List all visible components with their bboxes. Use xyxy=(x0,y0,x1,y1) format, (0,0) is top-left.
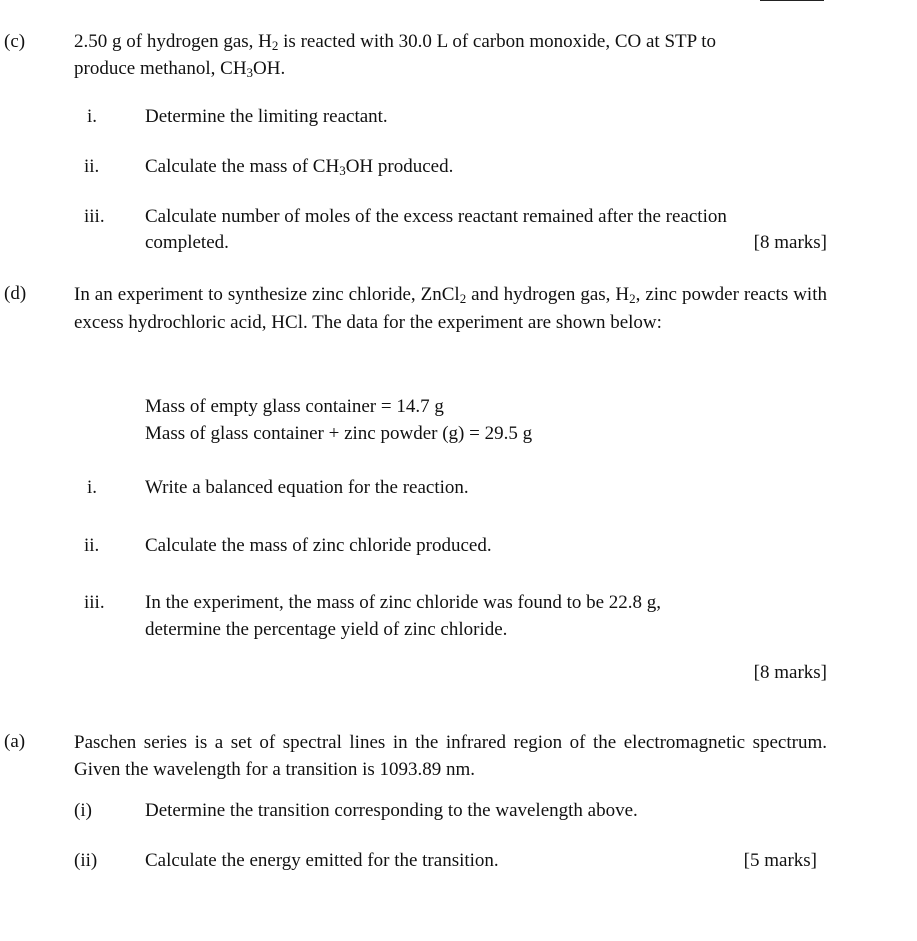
section-a-intro: Paschen series is a set of spectral lines in the infrared region of the electromagnetic spectrum. Given the wavelength for a transition is 1093.89 nm. xyxy=(74,732,827,780)
section-c-intro-line2: produce methanol, $CH_3OH$. xyxy=(74,58,286,80)
section-a-label: (a) xyxy=(4,731,26,752)
section-a-item-1-text: Determine the transition corresponding to the wavelength above. xyxy=(145,800,638,821)
section-d-data-line1: Mass of empty glass container = 14.7 g xyxy=(145,396,444,417)
section-c-label: (c) xyxy=(4,31,26,52)
section-d-item-2-number: ii. xyxy=(84,535,100,556)
section-d-label: (d) xyxy=(4,283,27,304)
section-a-marks: [5 marks] xyxy=(743,850,817,871)
section-c-item-1-number: i. xyxy=(87,106,98,127)
section-a-item-2-text: Calculate the energy emitted for the transition. xyxy=(145,850,499,871)
top-border-fragment xyxy=(760,0,824,2)
section-c-item-3-text-line1: Calculate number of moles of the excess reactant remained after the reaction xyxy=(145,206,727,227)
section-c-item-3-text-line2: completed. xyxy=(145,232,229,253)
section-d-data-line2: Mass of glass container + zinc powder (g) = 29.5 g xyxy=(145,423,533,444)
section-a-item-2-number: (ii) xyxy=(74,850,98,871)
section-d-item-1-text: Write a balanced equation for the reaction. xyxy=(145,477,469,498)
section-c-item-1-text: Determine the limiting reactant. xyxy=(145,106,388,127)
section-d-item-2-text: Calculate the mass of zinc chloride produced. xyxy=(145,535,492,556)
section-a-item-1-number: (i) xyxy=(74,800,92,821)
section-c-item-3-number: iii. xyxy=(84,206,105,227)
section-d-item-3-number: iii. xyxy=(84,592,105,613)
section-c-item-2-number: ii. xyxy=(84,156,100,177)
section-d-item-3-text-line1: In the experiment, the mass of zinc chloride was found to be 22.8 g, xyxy=(145,592,662,613)
section-d-marks: [8 marks] xyxy=(753,662,827,683)
section-c-item-2-text: Calculate the mass of $CH_3OH$ produced. xyxy=(145,156,454,178)
section-d-item-3-text-line2: determine the percentage yield of zinc chloride. xyxy=(145,619,508,640)
section-c-intro-line1: 2.50 g of hydrogen gas, $H_2$ is reacted with 30.0 L of carbon monoxide, CO at STP to xyxy=(74,31,717,53)
section-c-marks: [8 marks] xyxy=(753,232,827,253)
section-d-intro: In an experiment to synthesize zinc chloride, ZnCl$_2$ and hydrogen gas, $H_2$, zinc powder reacts with excess hydrochloric acid, HCl. The data for the experiment are shown below: xyxy=(74,284,827,333)
section-d-item-1-number: i. xyxy=(87,477,98,498)
